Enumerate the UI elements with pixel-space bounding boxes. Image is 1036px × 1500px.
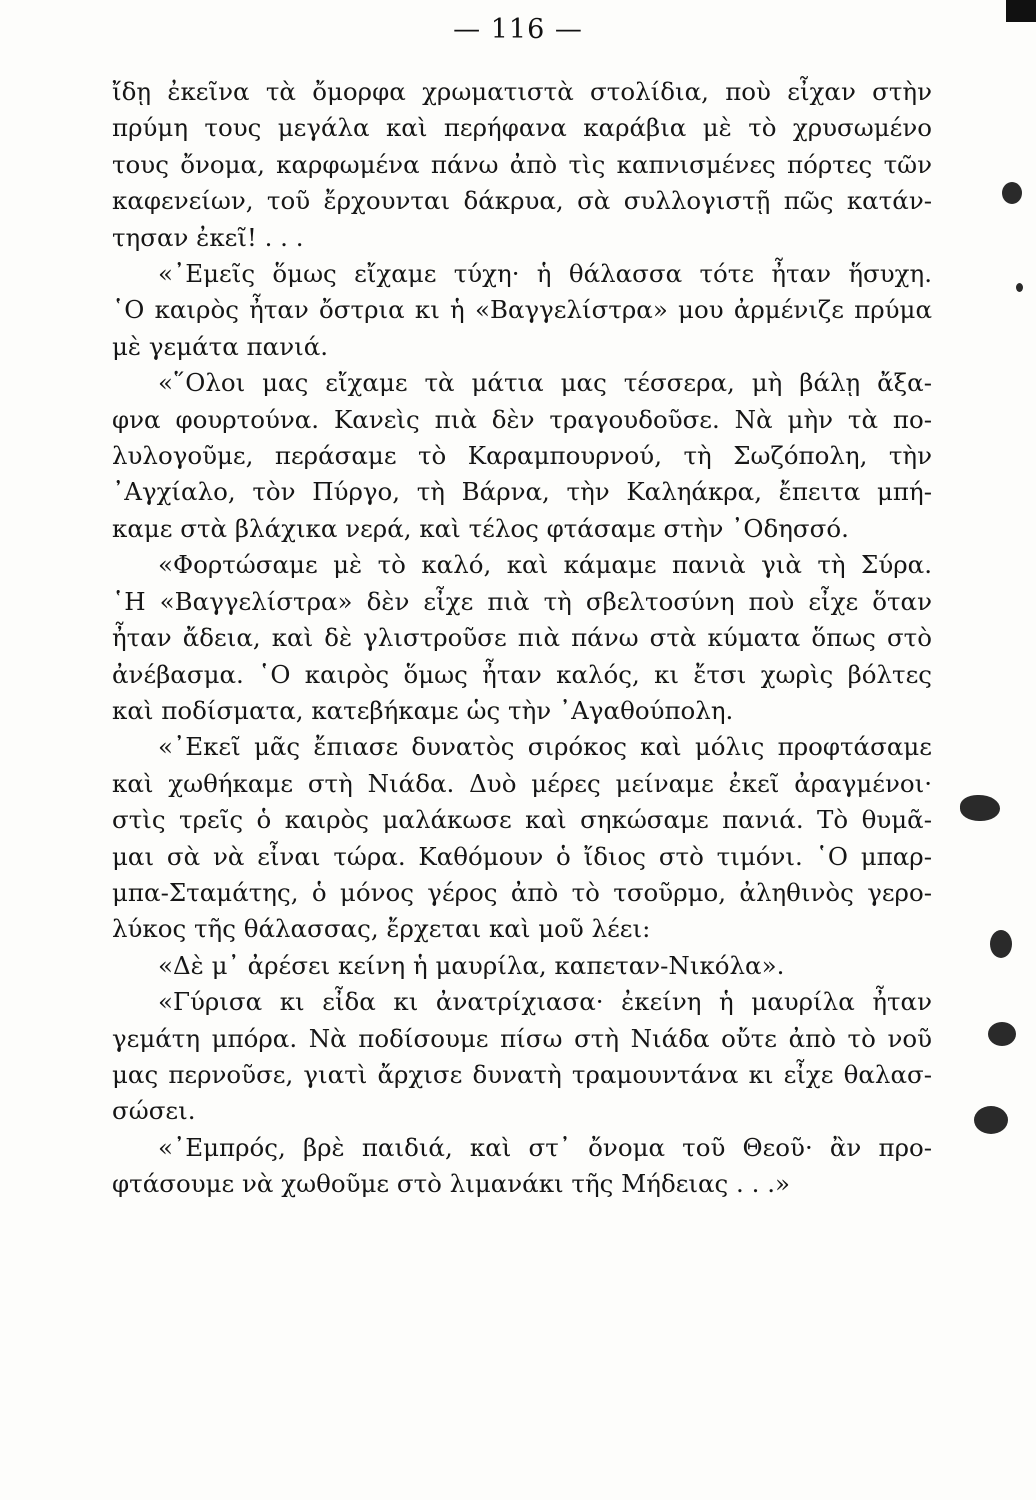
text-line: «᾿Εμπρός, βρὲ παιδιά, καὶ στ᾿ ὄνομα τοῦ Θεοῦ· ἂν προ- bbox=[158, 1132, 932, 1162]
text-line: σώσει. bbox=[112, 1096, 196, 1126]
page-number: — 116 — bbox=[453, 14, 583, 45]
text-line: «Φορτώσαμε μὲ τὸ καλό, καὶ κάμαμε πανιὰ γιὰ τὴ Σύρα. bbox=[158, 550, 932, 580]
text-line: καφενείων, τοῦ ἔρχουνται δάκρυα, σὰ συλλογιστῇ πῶς κατάν- bbox=[112, 186, 932, 216]
ink-blot bbox=[1016, 283, 1023, 292]
body-text bbox=[112, 74, 932, 1203]
text-line: ῾Ο καιρὸς ἦταν ὄστρια κι ἡ «Βαγγελίστρα» μου ἀρμένιζε πρύμα bbox=[112, 295, 932, 325]
text-line: ἦταν ἄδεια, καὶ δὲ γλιστροῦσε πιὰ πάνω στὰ κύματα ὅπως στὸ bbox=[112, 623, 932, 653]
text-line: πρύμη τους μεγάλα καὶ περήφανα καράβια μὲ τὸ χρυσωμένο bbox=[112, 113, 932, 143]
text-line: «῞Ολοι μας εἴχαμε τὰ μάτια μας τέσσερα, μὴ βάλῃ ἄξα- bbox=[158, 368, 932, 398]
text-line: ἴδῃ ἐκεῖνα τὰ ὄμορφα χρωματιστὰ στολίδια, ποὺ εἶχαν στὴν bbox=[112, 77, 932, 106]
text-line: μας περνοῦσε, γιατὶ ἄρχισε δυνατὴ τραμουντάνα κι εἶχε θαλασ- bbox=[112, 1059, 932, 1089]
text-line: καὶ χωθήκαμε στὴ Νιάδα. Δυὸ μέρες μείναμε ἐκεῖ ἀραγμένοι· bbox=[112, 768, 932, 798]
text-line: καὶ ποδίσματα, κατεβήκαμε ὡς τὴν ᾿Αγαθούπολη. bbox=[112, 695, 734, 725]
text-line: μαι σὰ νὰ εἶναι τώρα. Καθόμουν ὁ ἴδιος στὸ τιμόνι. ῾Ο μπαρ- bbox=[112, 841, 932, 871]
ink-blot bbox=[1002, 182, 1022, 204]
text-line: λυλογοῦμε, περάσαμε τὸ Καραμπουρνού, τὴ Σωζόπολη, τὴν bbox=[112, 441, 932, 471]
text-line: στὶς τρεῖς ὁ καιρὸς μαλάκωσε καὶ σηκώσαμε πανιά. Τὸ θυμᾶ- bbox=[112, 805, 932, 835]
text-line: λύκος τῆς θάλασσας, ἔρχεται καὶ μοῦ λέει: bbox=[112, 914, 651, 944]
ink-blot bbox=[974, 1106, 1008, 1134]
text-line: «Γύρισα κι εἶδα κι ἀνατρίχιασα· ἐκείνη ἡ μαυρίλα ἦταν bbox=[158, 987, 932, 1017]
text-line: καμε στὰ βλάχικα νερά, καὶ τέλος φτάσαμε στὴν ᾿Οδησσό. bbox=[112, 513, 849, 543]
text-line: φτάσουμε νὰ χωθοῦμε στὸ λιμανάκι τῆς Μήδειας . . .» bbox=[112, 1169, 790, 1199]
text-line: τους ὄνομα, καρφωμένα πάνω ἀπὸ τὶς καπνισμένες πόρτες τῶν bbox=[112, 149, 932, 179]
text-line: «᾿Εμεῖς ὅμως εἴχαμε τύχη· ἡ θάλασσα τότε ἦταν ἥσυχη. bbox=[158, 259, 932, 289]
text-line: «Δὲ μ᾿ ἀρέσει κείνη ἡ μαυρίλα, καπεταν-Νικόλα». bbox=[158, 950, 785, 980]
text-line: μὲ γεμάτα πανιά. bbox=[112, 331, 329, 361]
ink-blot bbox=[988, 1022, 1016, 1046]
text-line: φνα φουρτούνα. Κανεὶς πιὰ δὲν τραγουδοῦσε. Νὰ μὴν τὰ πο- bbox=[112, 404, 932, 434]
text-line: «᾿Εκεῖ μᾶς ἔπιασε δυνατὸς σιρόκος καὶ μόλις προφτάσαμε bbox=[158, 732, 932, 762]
ink-blot bbox=[990, 930, 1012, 958]
text-line: γεμάτη μπόρα. Νὰ ποδίσουμε πίσω στὴ Νιάδα οὔτε ἀπὸ τὸ νοῦ bbox=[112, 1023, 932, 1053]
text-line: μπα-Σταμάτης, ὁ μόνος γέρος ἀπὸ τὸ τσοῦρμο, ἀληθινὸς γερο- bbox=[112, 877, 932, 907]
text-line: ἀνέβασμα. ῾Ο καιρὸς ὅμως ἦταν καλός, κι ἔτσι χωρὶς βόλτες bbox=[112, 659, 932, 689]
text-line: ᾿Αγχίαλο, τὸν Πύργο, τὴ Βάρνα, τὴν Καληάκρα, ἔπειτα μπή- bbox=[112, 477, 932, 507]
text-line: ῾Η «Βαγγελίστρα» δὲν εἶχε πιὰ τὴ σβελτοσύνη ποὺ εἶχε ὅταν bbox=[112, 586, 932, 616]
ink-blot bbox=[960, 795, 1000, 821]
text-line: τησαν ἐκεῖ! . . . bbox=[112, 222, 304, 252]
